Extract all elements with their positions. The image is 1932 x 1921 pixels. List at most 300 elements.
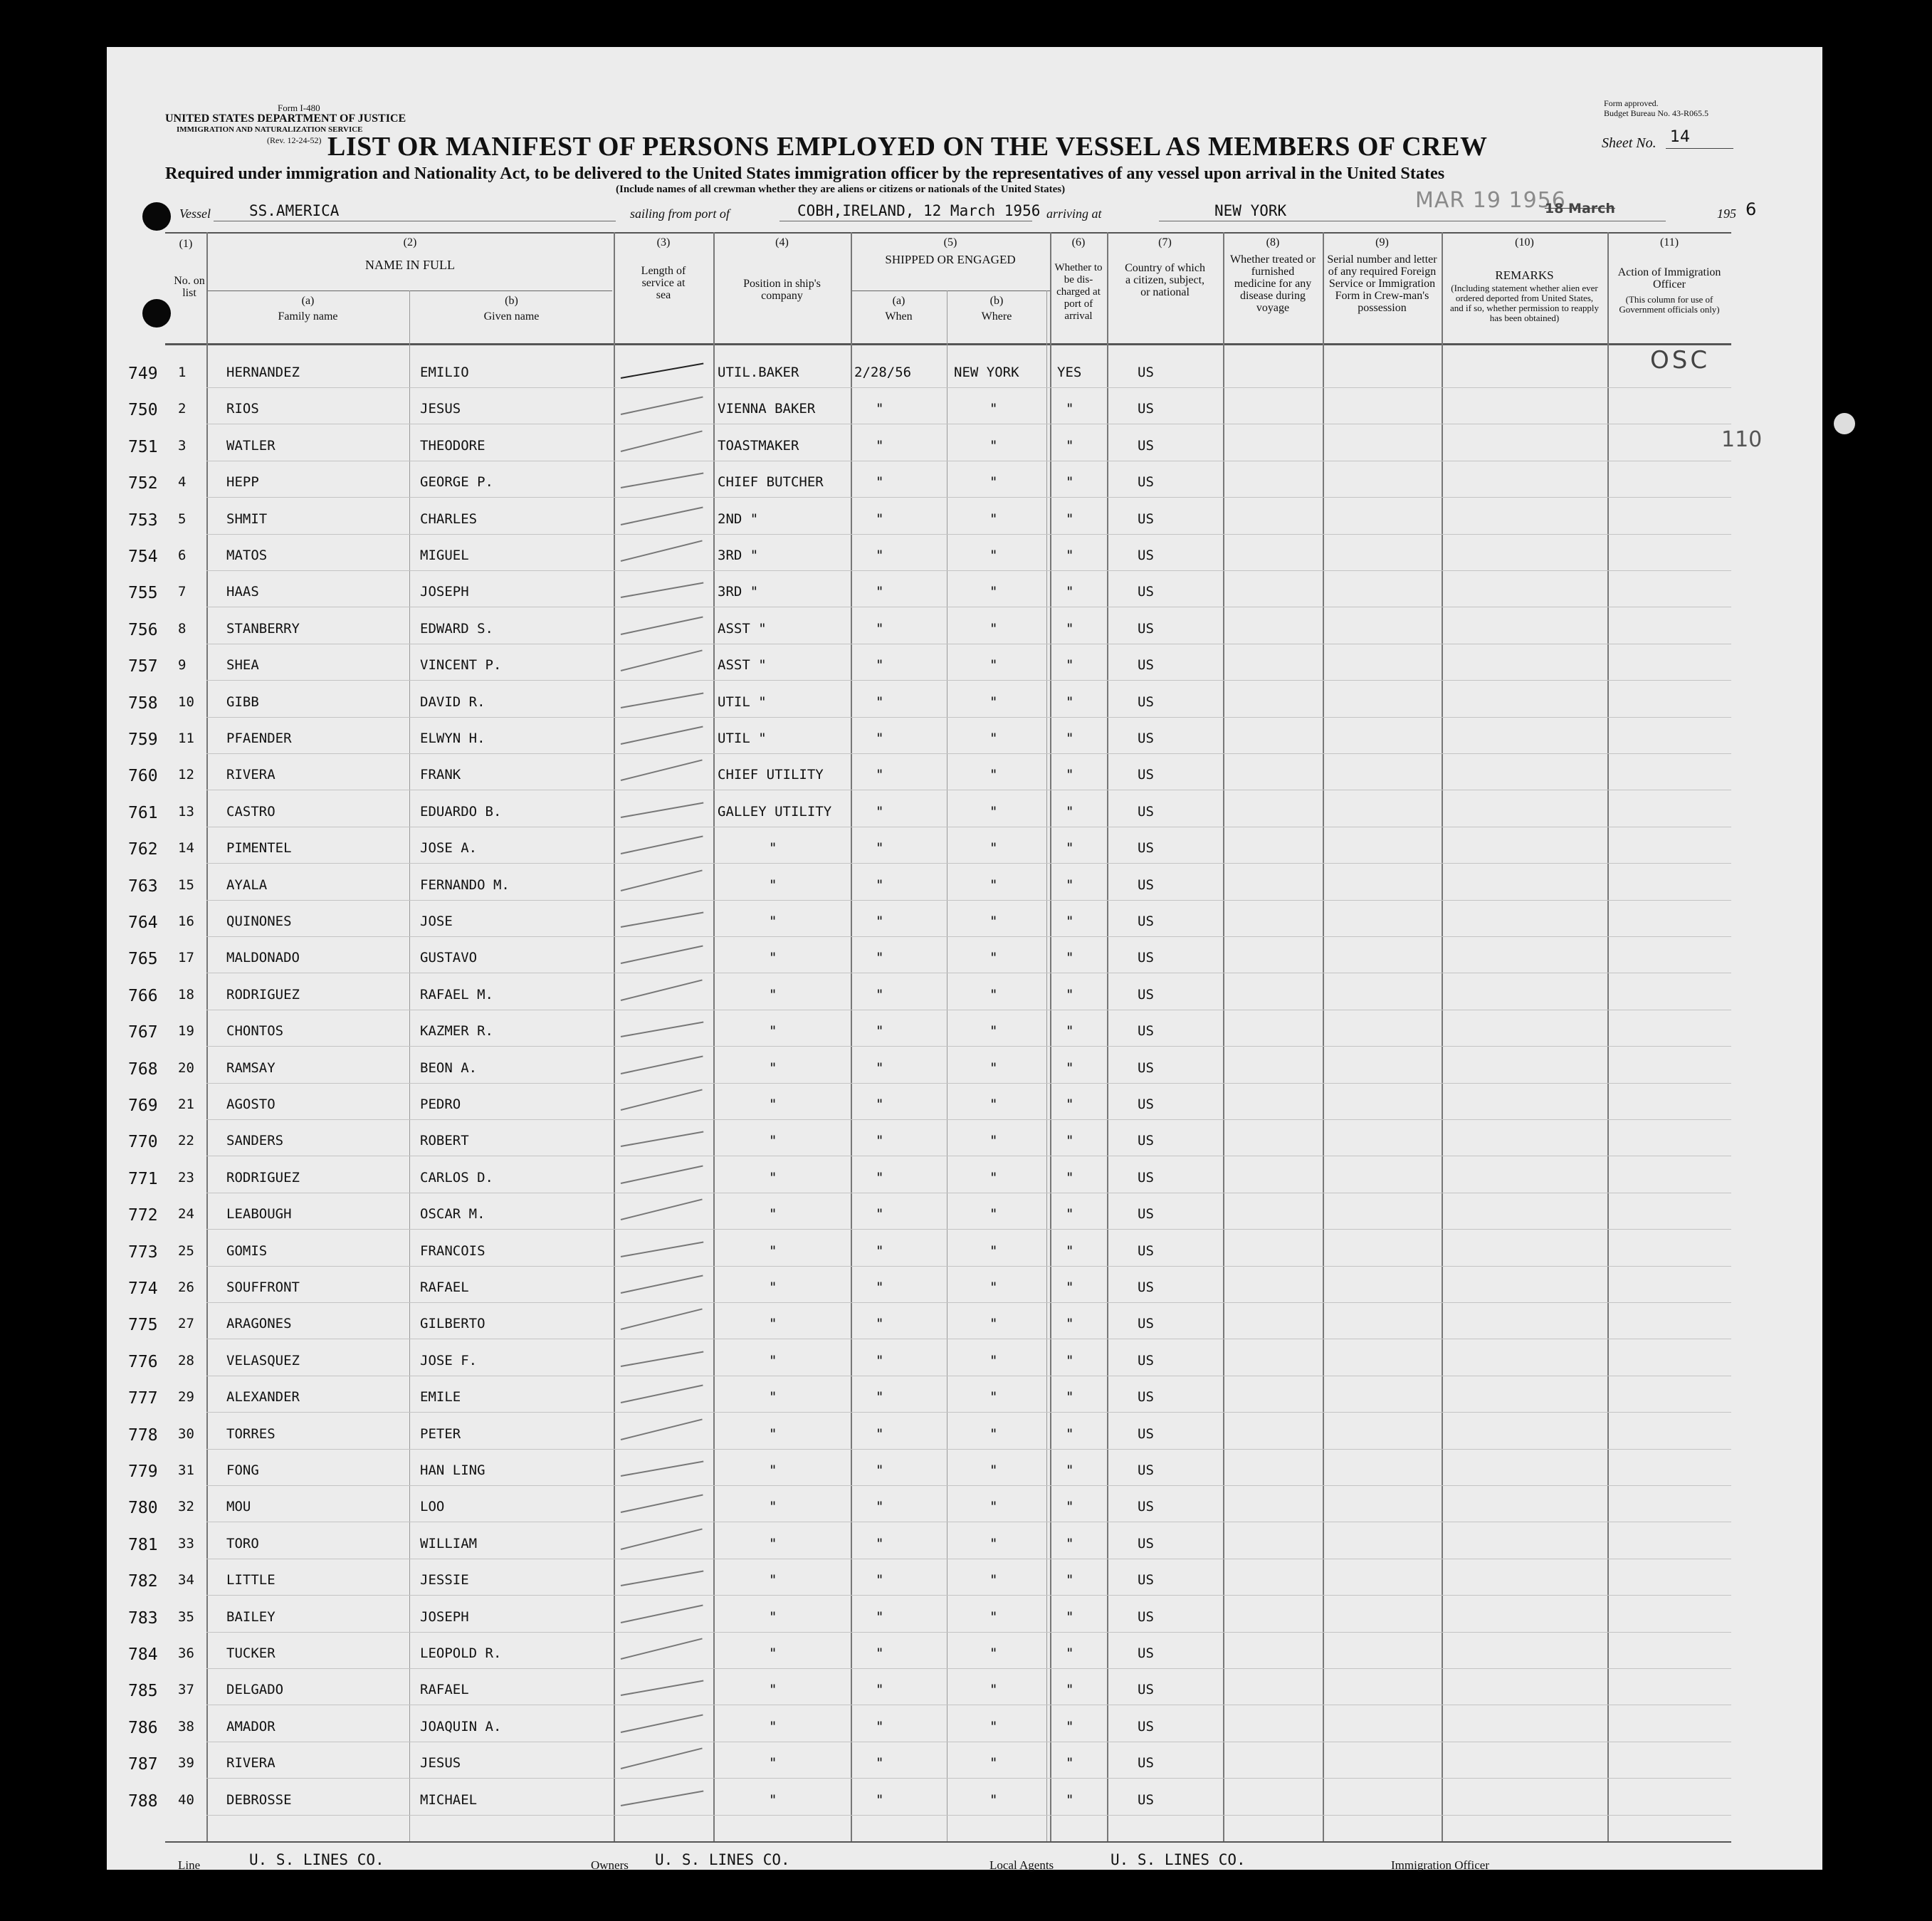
row-number: 13 xyxy=(178,803,194,820)
footer-agents-value: U. S. LINES CO. xyxy=(1111,1851,1246,1868)
side-number-annotation: 110 xyxy=(1721,427,1763,452)
row-number: 26 xyxy=(178,1279,194,1295)
row-number: 1 xyxy=(178,365,187,380)
row-rule xyxy=(206,1412,1731,1413)
row-number: 27 xyxy=(178,1316,194,1332)
row-rule xyxy=(206,1449,1731,1450)
position: TOASTMAKER xyxy=(718,437,799,454)
form-number: Form I-480 xyxy=(278,103,320,113)
service-length-stroke xyxy=(621,1055,703,1074)
row-number: 37 xyxy=(178,1682,194,1698)
shipped-where: " xyxy=(989,1279,998,1295)
service-length-stroke xyxy=(621,430,703,451)
discharge-flag: " xyxy=(1066,1608,1074,1625)
shipped-when: " xyxy=(876,1645,884,1661)
row-serial: 772 xyxy=(128,1206,158,1225)
col8-number: (8) xyxy=(1266,236,1280,248)
service-length-stroke xyxy=(621,582,704,598)
shipped-when: " xyxy=(876,401,884,417)
position: " xyxy=(769,1791,777,1808)
osc-annotation: OSC xyxy=(1650,346,1711,375)
discharge-flag: " xyxy=(1066,437,1074,454)
country: US xyxy=(1138,1755,1154,1771)
row-rule xyxy=(206,1083,1731,1084)
family-name: CASTRO xyxy=(226,803,275,820)
col5-number: (5) xyxy=(943,236,957,248)
family-name: PIMENTEL xyxy=(226,840,292,857)
country: US xyxy=(1138,1425,1154,1442)
service-length-stroke xyxy=(621,946,703,964)
discharge-flag: " xyxy=(1066,876,1074,893)
row-number: 33 xyxy=(178,1535,194,1551)
footer-agents-label: Local Agents xyxy=(989,1858,1054,1872)
shipped-when: " xyxy=(876,1755,884,1771)
shipped-when: " xyxy=(876,731,884,746)
shipped-where: " xyxy=(989,803,998,820)
row-serial: 784 xyxy=(128,1645,158,1664)
family-name: QUINONES xyxy=(226,914,292,929)
service-length-stroke xyxy=(621,1638,703,1659)
col5b-number: (b) xyxy=(989,295,1004,307)
form-revision: (Rev. 12-24-52) xyxy=(267,135,322,145)
col5b-header: Where xyxy=(981,310,1012,323)
shipped-where: " xyxy=(989,474,998,491)
country: US xyxy=(1138,365,1154,380)
service-length-stroke xyxy=(621,1680,704,1696)
shipped-when: " xyxy=(876,1389,884,1406)
shipped-when: " xyxy=(876,1682,884,1698)
discharge-flag: " xyxy=(1066,1425,1074,1442)
row-serial: 780 xyxy=(128,1499,158,1518)
row-number: 9 xyxy=(178,657,187,674)
family-name: SHEA xyxy=(226,657,259,674)
position: 2ND " xyxy=(718,511,759,527)
shipped-when: " xyxy=(876,548,884,563)
service-length-stroke xyxy=(621,802,704,817)
row-rule xyxy=(206,534,1731,535)
discharge-flag: " xyxy=(1066,1023,1074,1040)
shipped-where: " xyxy=(989,437,998,454)
row-serial: 778 xyxy=(128,1425,158,1445)
family-name: DEBROSSE xyxy=(226,1791,292,1808)
col9-header: Serial number and letter of any required Foreign Service or Immigration Form in Crew-man's possession xyxy=(1327,253,1437,314)
footer-owners-label: Owners xyxy=(591,1858,629,1872)
shipped-when: " xyxy=(876,584,884,600)
row-serial: 751 xyxy=(128,437,158,456)
country: US xyxy=(1138,474,1154,491)
row-number: 16 xyxy=(178,914,194,929)
country: US xyxy=(1138,767,1154,783)
discharge-flag: " xyxy=(1066,1133,1074,1149)
row-rule xyxy=(206,1302,1731,1303)
shipped-when: " xyxy=(876,950,884,966)
position: " xyxy=(769,876,777,893)
family-name: STANBERRY xyxy=(226,620,300,637)
position: " xyxy=(769,1499,777,1515)
discharge-flag: " xyxy=(1066,1462,1074,1478)
service-length-stroke xyxy=(621,912,704,928)
family-name: RIVERA xyxy=(226,1755,275,1771)
col1-number: (1) xyxy=(179,238,193,250)
shipped-when: " xyxy=(876,1791,884,1808)
row-rule xyxy=(206,1229,1731,1230)
position: " xyxy=(769,1645,777,1661)
col11-note: (This column for use of Government officials only) xyxy=(1619,294,1720,315)
service-length-stroke xyxy=(621,692,704,708)
shipped-when: " xyxy=(876,1608,884,1625)
position: 3RD " xyxy=(718,548,759,563)
given-name: FRANCOIS xyxy=(420,1242,485,1259)
position: " xyxy=(769,1023,777,1040)
footer-line-label: Line xyxy=(178,1858,201,1872)
row-serial: 771 xyxy=(128,1169,158,1188)
service-length-stroke xyxy=(621,506,703,525)
row-serial: 760 xyxy=(128,767,158,786)
family-name: AGOSTO xyxy=(226,1096,275,1112)
footer-owners-value: U. S. LINES CO. xyxy=(655,1851,790,1868)
country: US xyxy=(1138,1462,1154,1478)
row-serial: 769 xyxy=(128,1096,158,1115)
shipped-where: " xyxy=(989,1206,998,1223)
row-rule xyxy=(206,680,1731,681)
row-number: 34 xyxy=(178,1572,194,1588)
row-serial: 788 xyxy=(128,1791,158,1811)
given-name: ELWYN H. xyxy=(420,731,485,746)
shipped-where: " xyxy=(989,1316,998,1332)
country: US xyxy=(1138,1206,1154,1223)
col8-header: Whether treated or furnished medicine for any disease during voyage xyxy=(1230,253,1316,314)
col5a-header: When xyxy=(885,310,913,323)
family-name: SANDERS xyxy=(226,1133,284,1149)
given-name: MICHAEL xyxy=(420,1791,478,1808)
given-name: RAFAEL M. xyxy=(420,986,493,1003)
given-name: KAZMER R. xyxy=(420,1023,493,1040)
row-serial: 779 xyxy=(128,1462,158,1481)
arrival-date-stamp: MAR 19 1956 xyxy=(1415,188,1566,213)
row-serial: 756 xyxy=(128,620,158,639)
row-number: 15 xyxy=(178,876,194,893)
country: US xyxy=(1138,1682,1154,1698)
service-length-stroke xyxy=(621,1714,703,1732)
service-length-stroke xyxy=(621,1131,704,1147)
country: US xyxy=(1138,1279,1154,1295)
discharge-flag: " xyxy=(1066,474,1074,491)
position: " xyxy=(769,1242,777,1259)
country: US xyxy=(1138,876,1154,893)
service-length-stroke xyxy=(621,616,703,634)
discharge-flag: " xyxy=(1066,548,1074,563)
shipped-when: " xyxy=(876,986,884,1003)
shipped-where: " xyxy=(989,1425,998,1442)
position: " xyxy=(769,1133,777,1149)
given-name: GEORGE P. xyxy=(420,474,493,491)
row-number: 12 xyxy=(178,767,194,783)
discharge-flag: " xyxy=(1066,401,1074,417)
row-serial: 764 xyxy=(128,914,158,932)
given-name: GUSTAVO xyxy=(420,950,478,966)
col7-header: Country of which a citizen, subject, or national xyxy=(1125,262,1205,298)
discharge-flag: " xyxy=(1066,1316,1074,1332)
row-number: 31 xyxy=(178,1462,194,1478)
row-rule xyxy=(206,1632,1731,1633)
discharge-flag: " xyxy=(1066,1718,1074,1734)
shipped-when: " xyxy=(876,474,884,491)
row-serial: 768 xyxy=(128,1059,158,1079)
country: US xyxy=(1138,1316,1154,1332)
discharge-flag: " xyxy=(1066,1572,1074,1588)
struck-date: 18 March xyxy=(1545,201,1615,216)
discharge-flag: " xyxy=(1066,914,1074,929)
discharge-flag: " xyxy=(1066,1389,1074,1406)
position: " xyxy=(769,1718,777,1734)
family-name: AYALA xyxy=(226,876,268,893)
row-number: 6 xyxy=(178,548,187,563)
year-prefix: 195 xyxy=(1717,206,1736,221)
discharge-flag: " xyxy=(1066,1755,1074,1771)
family-name: ARAGONES xyxy=(226,1316,292,1332)
col4-header: Position in ship's company xyxy=(743,278,821,302)
family-name: GOMIS xyxy=(226,1242,268,1259)
discharge-flag: " xyxy=(1066,950,1074,966)
row-number: 23 xyxy=(178,1169,194,1185)
row-serial: 762 xyxy=(128,840,158,859)
position: " xyxy=(769,1462,777,1478)
shipped-when: " xyxy=(876,657,884,674)
row-serial: 754 xyxy=(128,548,158,566)
row-number: 29 xyxy=(178,1389,194,1406)
discharge-flag: " xyxy=(1066,1059,1074,1076)
row-number: 40 xyxy=(178,1791,194,1808)
manifest-page xyxy=(107,47,1822,1870)
row-number: 8 xyxy=(178,620,187,637)
row-number: 24 xyxy=(178,1206,194,1223)
row-number: 28 xyxy=(178,1352,194,1368)
col10-note: (Including statement whether alien ever ordered deported from United States, and if so, whether permission to reapply has been obtained) xyxy=(1449,283,1600,323)
shipped-when: " xyxy=(876,1242,884,1259)
row-number: 39 xyxy=(178,1755,194,1771)
service-length-stroke xyxy=(621,540,703,561)
discharge-flag: " xyxy=(1066,1169,1074,1185)
row-number: 21 xyxy=(178,1096,194,1112)
position: " xyxy=(769,1279,777,1295)
service-length-stroke xyxy=(621,1748,703,1769)
family-name: MATOS xyxy=(226,548,268,563)
shipped-where: " xyxy=(989,620,998,637)
position: " xyxy=(769,1169,777,1185)
row-number: 5 xyxy=(178,511,187,527)
given-name: LEOPOLD R. xyxy=(420,1645,502,1661)
footer-line-value: U. S. LINES CO. xyxy=(249,1851,384,1868)
row-serial: 761 xyxy=(128,803,158,822)
country: US xyxy=(1138,1059,1154,1076)
position: " xyxy=(769,840,777,857)
given-name: JOSEPH xyxy=(420,584,469,600)
country: US xyxy=(1138,1169,1154,1185)
discharge-flag: " xyxy=(1066,840,1074,857)
shipped-where: " xyxy=(989,548,998,563)
shipped-where: " xyxy=(989,1718,998,1734)
family-name: WATLER xyxy=(226,437,275,454)
row-number: 3 xyxy=(178,437,187,454)
shipped-where: NEW YORK xyxy=(954,365,1019,380)
row-number: 36 xyxy=(178,1645,194,1661)
shipped-where: " xyxy=(989,876,998,893)
given-name: EMILIO xyxy=(420,365,469,380)
shipped-when: " xyxy=(876,767,884,783)
shipped-where: " xyxy=(989,1791,998,1808)
given-name: GILBERTO xyxy=(420,1316,485,1332)
country: US xyxy=(1138,840,1154,857)
position: CHIEF BUTCHER xyxy=(718,474,824,491)
country: US xyxy=(1138,1608,1154,1625)
service-length-stroke xyxy=(621,869,703,891)
family-name: LEABOUGH xyxy=(226,1206,292,1223)
position: 3RD " xyxy=(718,584,759,600)
position: VIENNA BAKER xyxy=(718,401,816,417)
shipped-when: " xyxy=(876,1535,884,1551)
position: UTIL " xyxy=(718,693,767,710)
row-rule xyxy=(206,1119,1731,1120)
given-name: PEDRO xyxy=(420,1096,461,1112)
page-subtitle: Required under immigration and Nationality Act, to be delivered to the United States immigration officer by the representatives of any vessel upon arrival in the United States xyxy=(165,164,1445,183)
row-serial: 767 xyxy=(128,1023,158,1042)
country: US xyxy=(1138,693,1154,710)
year-digit: 6 xyxy=(1745,199,1757,219)
shipped-when: " xyxy=(876,803,884,820)
col9-number: (9) xyxy=(1375,236,1389,248)
service-length-stroke xyxy=(621,363,704,379)
family-name: FONG xyxy=(226,1462,259,1478)
family-name: TORRES xyxy=(226,1425,275,1442)
vessel-name: SS.AMERICA xyxy=(249,202,340,219)
department-line2: IMMIGRATION AND NATURALIZATION SERVICE xyxy=(177,125,363,134)
shipped-when: " xyxy=(876,1206,884,1223)
row-serial: 785 xyxy=(128,1682,158,1701)
service-length-stroke xyxy=(621,1274,703,1293)
service-length-stroke xyxy=(621,1351,704,1366)
row-rule xyxy=(206,1668,1731,1669)
country: US xyxy=(1138,584,1154,600)
given-name: JOSE F. xyxy=(420,1352,478,1368)
row-rule xyxy=(206,1266,1731,1267)
col5-header: SHIPPED OR ENGAGED xyxy=(885,253,1016,266)
row-serial: 776 xyxy=(128,1352,158,1371)
shipped-where: " xyxy=(989,914,998,929)
punch-hole xyxy=(1834,413,1855,434)
given-name: FRANK xyxy=(420,767,461,783)
service-length-stroke xyxy=(621,1495,703,1513)
budget-bureau: Budget Bureau No. 43-R065.5 xyxy=(1604,108,1708,118)
country: US xyxy=(1138,950,1154,966)
given-name: JOSE A. xyxy=(420,840,478,857)
shipped-when: " xyxy=(876,1462,884,1478)
vessel-label: Vessel xyxy=(179,206,211,221)
position: UTIL.BAKER xyxy=(718,365,799,380)
discharge-flag: " xyxy=(1066,1352,1074,1368)
family-name: GIBB xyxy=(226,693,259,710)
shipped-where: " xyxy=(989,1133,998,1149)
service-length-stroke xyxy=(621,1309,703,1330)
row-serial: 786 xyxy=(128,1718,158,1737)
discharge-flag: " xyxy=(1066,1242,1074,1259)
given-name: JOSE xyxy=(420,914,453,929)
given-name: EMILE xyxy=(420,1389,461,1406)
shipped-when: " xyxy=(876,693,884,710)
family-name: CHONTOS xyxy=(226,1023,284,1040)
shipped-where: " xyxy=(989,1682,998,1698)
family-name: HERNANDEZ xyxy=(226,365,300,380)
discharge-flag: " xyxy=(1066,693,1074,710)
family-name: VELASQUEZ xyxy=(226,1352,300,1368)
row-serial: 753 xyxy=(128,511,158,530)
country: US xyxy=(1138,511,1154,527)
row-serial: 775 xyxy=(128,1316,158,1335)
service-length-stroke xyxy=(621,1165,703,1183)
given-name: WILLIAM xyxy=(420,1535,478,1551)
service-length-stroke xyxy=(621,726,703,744)
position: " xyxy=(769,1059,777,1076)
row-serial: 774 xyxy=(128,1279,158,1298)
row-serial: 757 xyxy=(128,657,158,676)
shipped-where: " xyxy=(989,840,998,857)
family-name: MALDONADO xyxy=(226,950,300,966)
shipped-where: " xyxy=(989,1755,998,1771)
shipped-where: " xyxy=(989,1242,998,1259)
service-length-stroke xyxy=(621,1528,703,1549)
service-length-stroke xyxy=(621,1241,704,1257)
discharge-flag: " xyxy=(1066,657,1074,674)
row-number: 38 xyxy=(178,1718,194,1734)
given-name: CARLOS D. xyxy=(420,1169,493,1185)
given-name: JOAQUIN A. xyxy=(420,1718,502,1734)
country: US xyxy=(1138,1352,1154,1368)
row-rule xyxy=(206,753,1731,754)
position: " xyxy=(769,950,777,966)
given-name: CHARLES xyxy=(420,511,478,527)
given-name: JOSEPH xyxy=(420,1608,469,1625)
service-length-stroke xyxy=(621,650,703,671)
position: " xyxy=(769,1425,777,1442)
given-name: EDWARD S. xyxy=(420,620,493,637)
col10-header: REMARKS xyxy=(1495,268,1554,282)
family-name: TUCKER xyxy=(226,1645,275,1661)
discharge-flag: " xyxy=(1066,767,1074,783)
row-rule xyxy=(206,570,1731,571)
shipped-where: " xyxy=(989,767,998,783)
country: US xyxy=(1138,1718,1154,1734)
shipped-where: " xyxy=(989,1096,998,1112)
discharge-flag: " xyxy=(1066,986,1074,1003)
row-number: 10 xyxy=(178,693,194,710)
col3-number: (3) xyxy=(656,236,671,248)
given-name: FERNANDO M. xyxy=(420,876,510,893)
shipped-where: " xyxy=(989,584,998,600)
discharge-flag: " xyxy=(1066,1682,1074,1698)
position: ASST " xyxy=(718,620,767,637)
row-number: 25 xyxy=(178,1242,194,1259)
row-serial: 782 xyxy=(128,1572,158,1591)
row-number: 14 xyxy=(178,840,194,857)
given-name: JESUS xyxy=(420,401,461,417)
shipped-where: " xyxy=(989,1608,998,1625)
shipped-when: " xyxy=(876,1718,884,1734)
family-name: SHMIT xyxy=(226,511,268,527)
country: US xyxy=(1138,803,1154,820)
family-name: TORO xyxy=(226,1535,259,1551)
given-name: THEODORE xyxy=(420,437,485,454)
country: US xyxy=(1138,657,1154,674)
shipped-when: " xyxy=(876,840,884,857)
